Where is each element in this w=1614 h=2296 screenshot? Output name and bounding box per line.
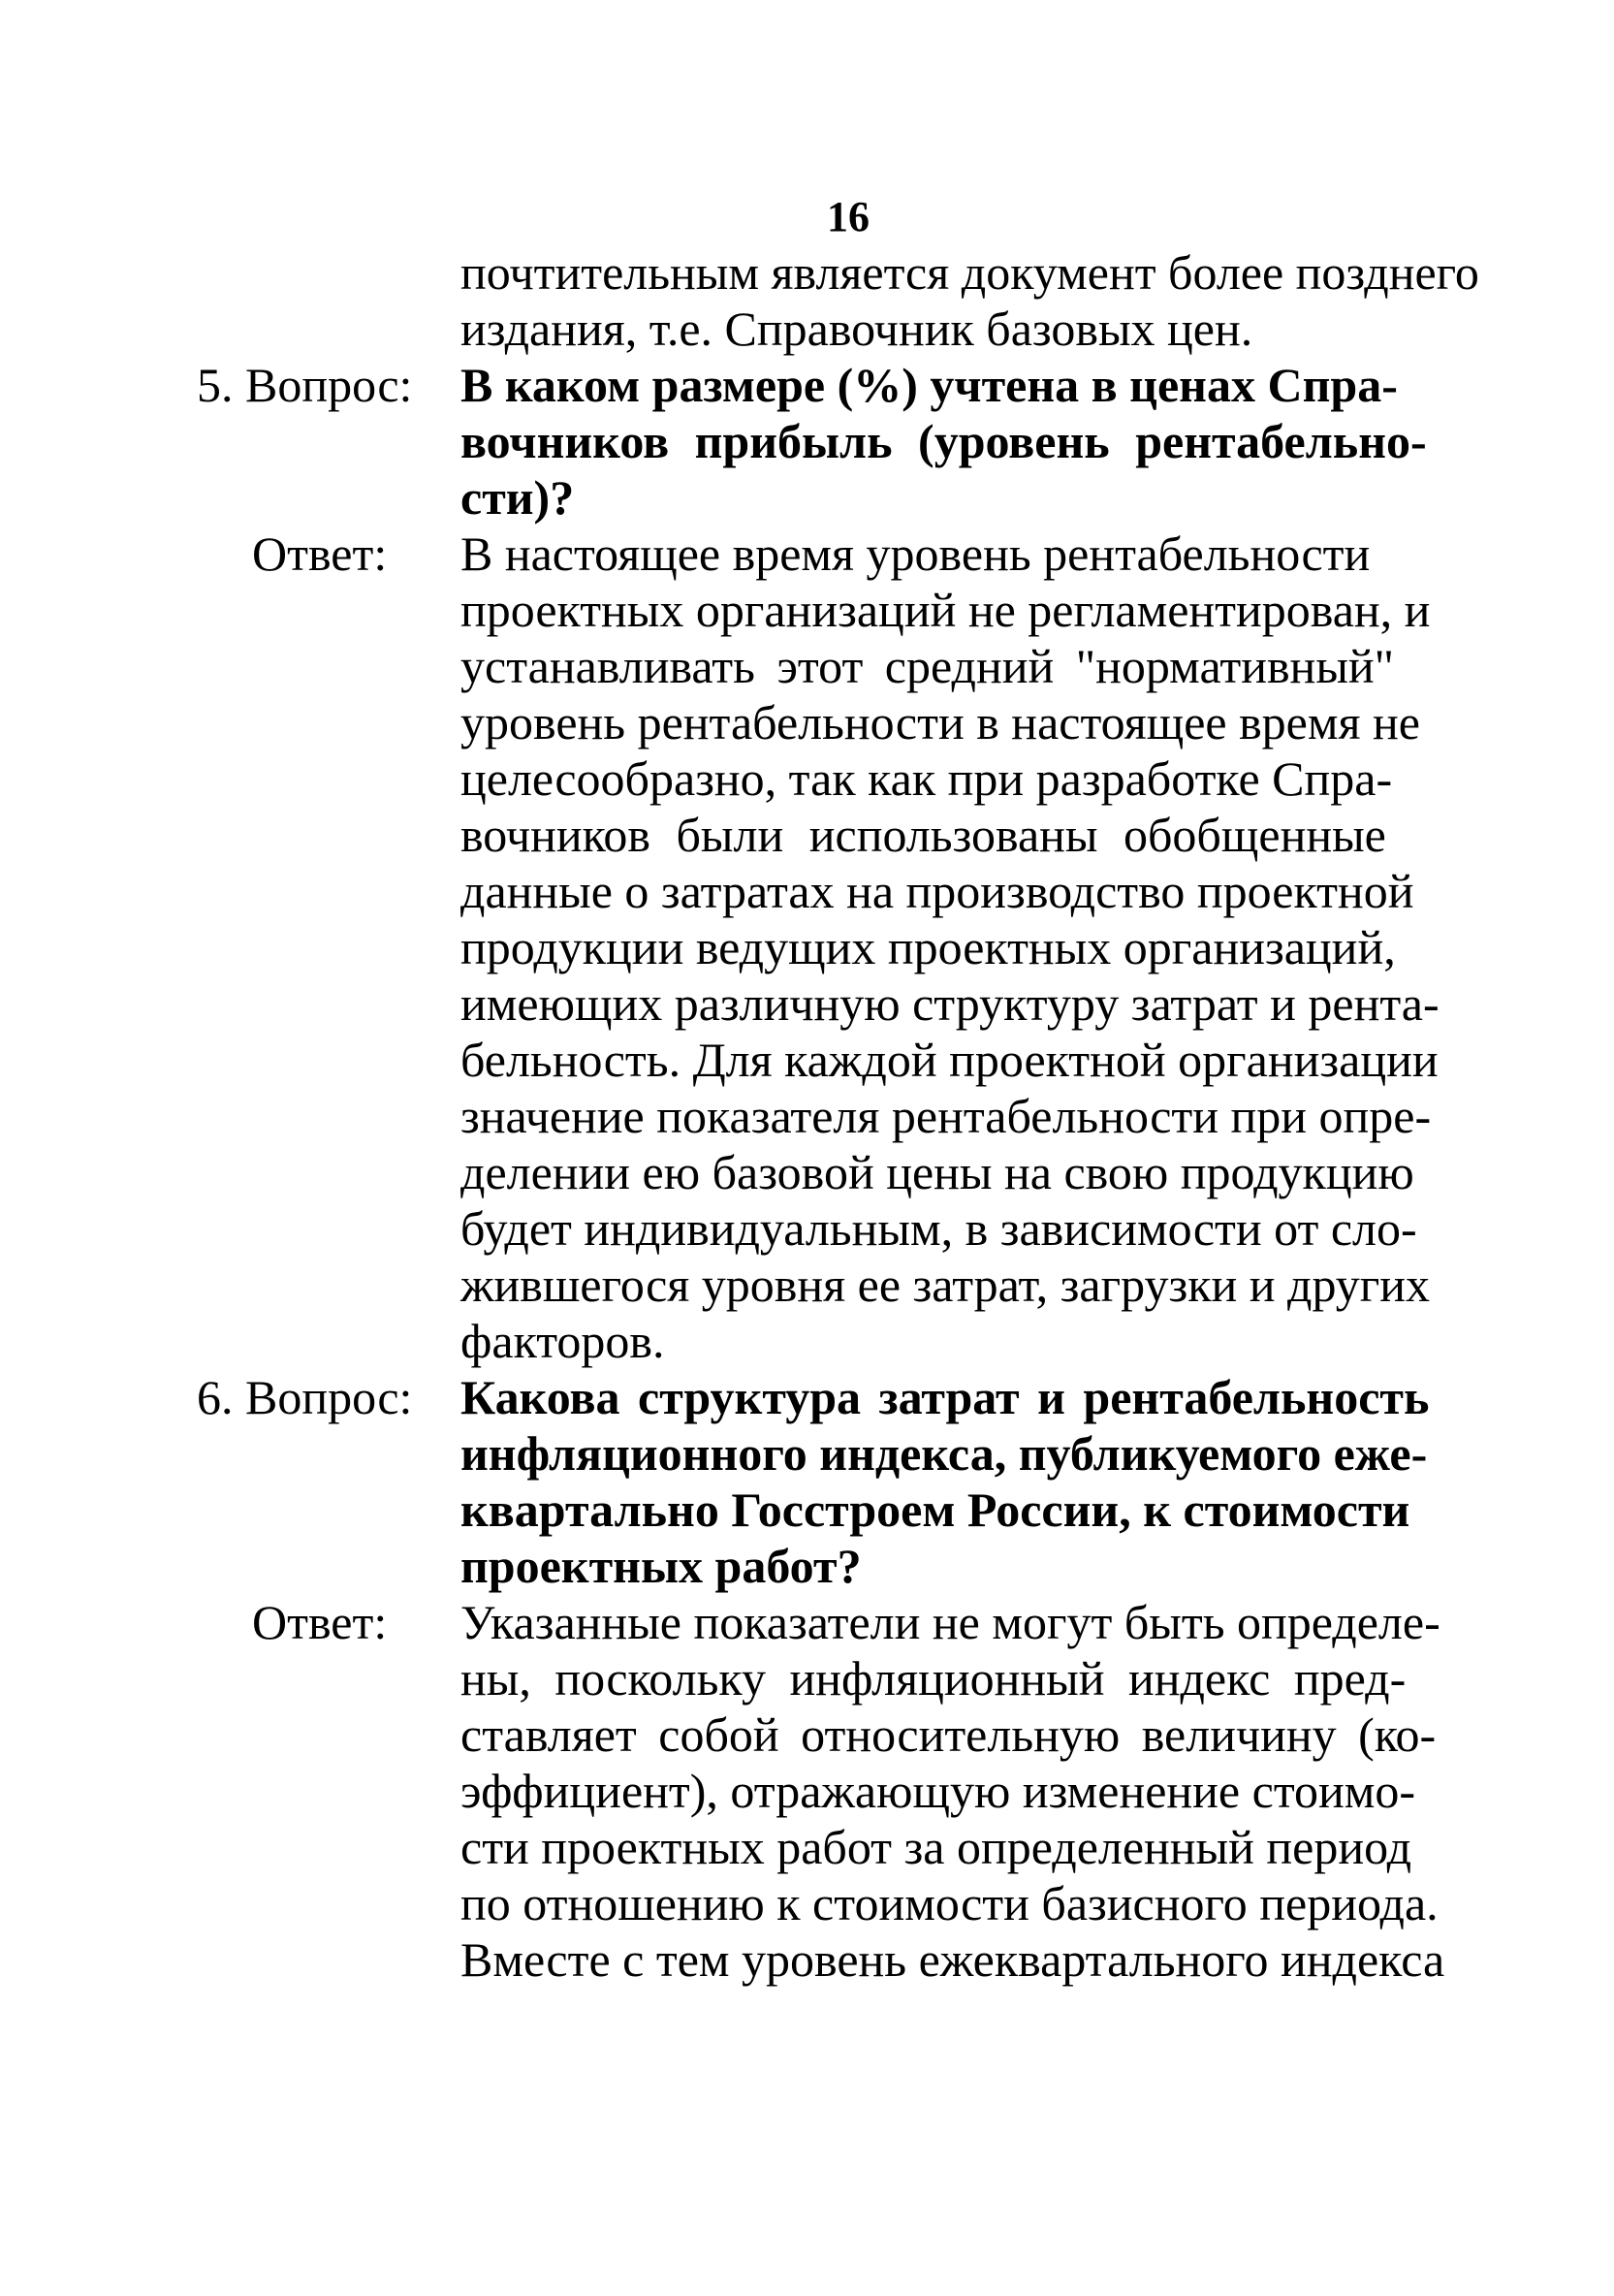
answer-5-line: проектных организаций не регламентирован, и <box>460 583 1431 637</box>
answer-5-line: имеющих различную структуру затрат и рента- <box>460 976 1440 1031</box>
answer-5-line: вочников были использованы обобщенные <box>460 808 1386 862</box>
answer-5-line: устанавливать этот средний "нормативный" <box>460 639 1395 693</box>
answer-5-line: уровень рентабельности в настоящее время не <box>460 695 1420 749</box>
answer-5-line: целесообразно, так как при разработке Спра- <box>460 751 1393 806</box>
answer-6-line: эффициент), отражающую изменение стоимо- <box>460 1764 1416 1818</box>
answer-6-label: Ответ: <box>252 1595 388 1649</box>
answer-6-line: Указанные показатели не могут быть определе- <box>460 1595 1440 1649</box>
answer-5-line: жившегося уровня ее затрат, загрузки и других <box>460 1258 1431 1312</box>
question-6-line: проектных работ? <box>460 1539 862 1593</box>
question-5-line: В каком размере (%) учтена в ценах Спра- <box>460 358 1398 412</box>
question-6-line: инфляционного индекса, публикуемого еже- <box>460 1426 1428 1481</box>
question-6-line: Какова структура затрат и рентабельность <box>460 1370 1430 1424</box>
answer-5-line: В настоящее время уровень рентабельности <box>460 526 1371 581</box>
answer-5-line: значение показателя рентабельности при опре- <box>460 1089 1432 1143</box>
answer-6-line: сти проектных работ за определенный период <box>460 1820 1412 1874</box>
answer-5-line: продукции ведущих проектных организаций, <box>460 920 1396 974</box>
answer-5-label: Ответ: <box>252 526 388 581</box>
intro-line: издания, т.е. Справочник базовых цен. <box>460 302 1253 356</box>
answer-6-line: по отношению к стоимости базисного периода. <box>460 1876 1439 1930</box>
question-5-label: 5. Вопрос: <box>197 358 413 412</box>
question-5-line: сти)? <box>460 470 575 525</box>
question-6-label: 6. Вопрос: <box>197 1370 413 1424</box>
answer-6-line: ставляет собой относительную величину (ко- <box>460 1707 1437 1762</box>
intro-line: почтительным является документ более позднего <box>460 245 1479 300</box>
answer-5-line: данные о затратах на производство проектной <box>460 864 1414 918</box>
answer-5-line: будет индивидуальным, в зависимости от сло- <box>460 1201 1417 1256</box>
answer-6-line: ны, поскольку инфляционный индекс пред- <box>460 1651 1407 1706</box>
answer-5-line: бельность. Для каждой проектной организации <box>460 1033 1439 1087</box>
answer-5-line: делении ею базовой цены на свою продукцию <box>460 1145 1414 1199</box>
answer-6-line: Вместе с тем уровень ежеквартального индекса <box>460 1932 1445 1987</box>
page-number: 16 <box>827 193 870 240</box>
question-5-line: вочников прибыль (уровень рентабельно- <box>460 414 1427 468</box>
answer-5-line: факторов. <box>460 1314 665 1368</box>
question-6-line: квартально Госстроем России, к стоимости <box>460 1483 1410 1537</box>
